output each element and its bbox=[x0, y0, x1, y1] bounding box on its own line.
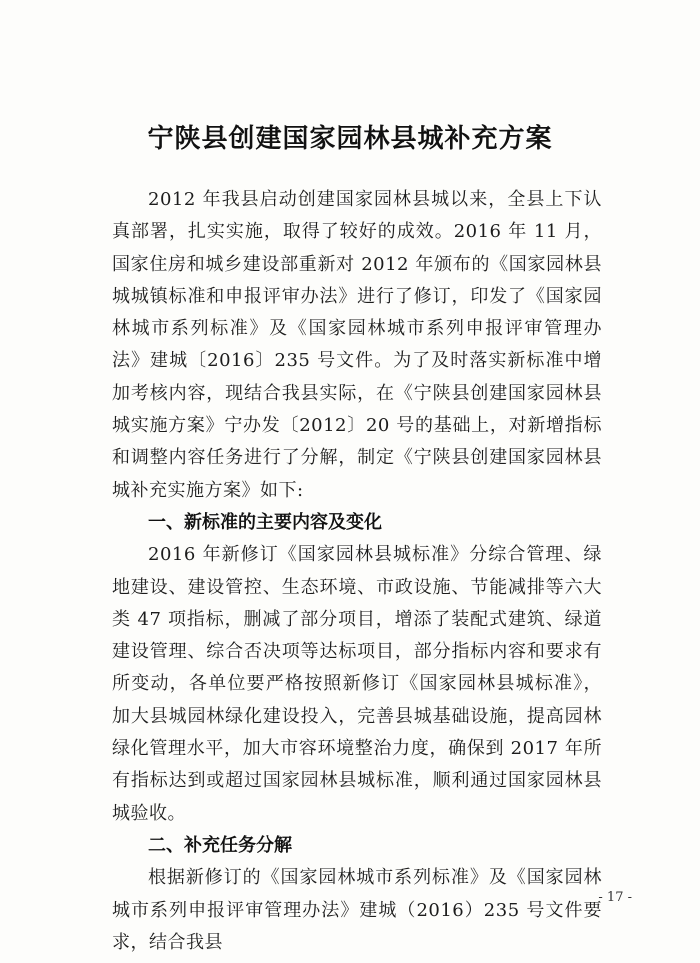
section-heading-1: 一、新标准的主要内容及变化 bbox=[148, 511, 382, 533]
section-heading-2: 二、补充任务分解 bbox=[148, 834, 292, 856]
document-title: 宁陕县创建国家园林县城补充方案 bbox=[147, 124, 553, 154]
document-body bbox=[112, 184, 602, 959]
section-2-paragraph: 根据新修订的《国家园林城市系列标准》及《国家园林城市系列申报评审管理办法》建城（2016）235 号文件要求，结合我县 bbox=[112, 867, 602, 953]
section-1-paragraph: 2016 年新修订《国家园林县城标准》分综合管理、绿地建设、建设管控、生态环境、市政设施、节能减排等六大类 47 项指标，删减了部分项目，增添了装配式建筑、绿道建设管理、综合否决项等达标项目，部分指标内容和要求有所变动，各单位要严格按照新修订《国家园林县城标准》，加大县城园林绿化建设投入，完善县城基础设施，提高园林绿化管理水平，加大市容环境整治力度，确保到 2017 年所有指标达到或超过国家园林县城标准，顺利通过国家园林县城验收。 bbox=[112, 544, 602, 824]
page-number: - 17 - bbox=[598, 890, 632, 905]
intro-paragraph: 2012 年我县启动创建国家园林县城以来，全县上下认真部署，扎实实施，取得了较好的成效。2016 年 11 月，国家住房和城乡建设部重新对 2012 年颁布的《国家园林县城城镇标准和申报评审办法》进行了修订，印发了《国家园林城市系列标准》及《国家园林城市系列申报评审管理办法》建城〔2016〕235 号文件。为了及时落实新标准中增加考核内容，现结合我县实际，在《宁陕县创建国家园林县城实施方案》宁办发〔2012〕20 号的基础上，对新增指标和调整内容任务进行了分解，制定《宁陕县创建国家园林县城补充实施方案》如下: bbox=[112, 189, 602, 501]
